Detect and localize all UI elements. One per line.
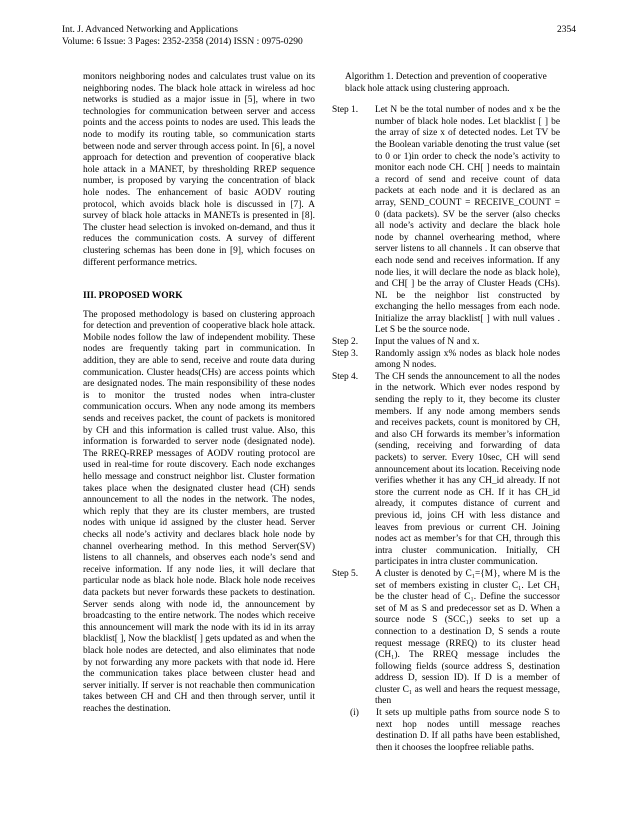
step-text: The CH sends the announcement to all the nodes in the network. Which ever nodes respond by sending the reply to it, they become its cluster members. If any node among members sends and receives packets, count is monitored by CH, and also CH forwards its member’s information (sending, receiving and forwarding of data packets) to server. Every 10sec, CH will send announcement about its location. Receiving node verifies whether it has any CH_id already. If not store the current node as CH. If it has CH_id already, it computes distance of current and previous id, joins CH with less distance and leaves from previous or current CH. Joining nodes act as member’s for that CH, through this intra cluster communication. Initially, CH participates in intra cluster communication. [375, 371, 560, 568]
step-text: Input the values of N and x. [375, 337, 480, 348]
section-paragraph: The proposed methodology is based on clustering approach for detection and prevention of cooperative black hole attack. Mobile nodes follow the law of independent mobility. These nodes are frequently taking part in communication. In addition, they are able to send, receive and route data during communication. Cluster heads(CHs) are access points which are designated nodes. The main responsibility of these nodes is to monitor the trusted nodes when intra-cluster communication occurs. When any node among its members sends and receives packet, the count of packets is monitored by CH and this information is called trust value. Also, this information is forwarded to server node (designated node). The RREQ-RREP messages of AODV routing protocol are used in real-time for route discovery. Each node exchanges hello message and construct neighbor list. Cluster formation takes place when the designated cluster head (CH) sends announcement to all the nodes in the network. The nodes, which reply that they are its cluster members, are trusted nodes with unique id assigned by the cluster head. Server checks all node’s activity and declares black hole node by channel overhearing method. In this method Server(SV) listens to all channels, and observes each node’s send and receive information. If any node lies, it will declare that particular node as black hole node. Black hole node receives data packets but never forwards these packets to destination. Server sends along with node id, the announcement by broadcasting to the entire network. The nodes which receive this announcement will mark the node with its id in its array blacklist[ ], Now the blacklist[ ] gets updated as and when the black hole nodes are detected, and also eliminates that node by not forwarding any more packets with that node id. Here the communication takes place between cluster head and server initially. If server is not reachable then communication takes between CH and CH and then through server, until it reaches the destination. [83, 309, 315, 714]
journal-name: Int. J. Advanced Networking and Applications [62, 25, 238, 35]
step-text: A cluster is denoted by C₁={M}, where M is the set of members existing in cluster C₁. Let CH₁ be the cluster head of C₁. Define the successor set of M as S and predecessor set as D. When a source node S (SCC₁) seeks to set up a connection to a destination D, S sends a route request message (RREQ) to its cluster head (CH₁). The RREQ message includes the following fields (source address S, destination address D, session ID). If D is a member of cluster C₁ as well and hears the request message, then [375, 568, 560, 707]
step-label: Step 1. [332, 105, 359, 116]
algorithm-step [332, 349, 560, 372]
substep-text: It sets up multiple paths from source node S to next hop nodes untill message reaches destination D. If all paths have been established, then it chooses the loopfree reliable paths. [376, 708, 560, 753]
step-label: Step 3. [332, 348, 359, 359]
left-column [83, 72, 315, 715]
section-heading: III. PROPOSED WORK [83, 291, 183, 302]
step-label: Step 2. [332, 337, 359, 348]
volume-info: Volume: 6 Issue: 3 Pages: 2352-2358 (2014) ISSN : 0975-0290 [62, 37, 303, 47]
algorithm-step [332, 372, 560, 569]
step-label: Step 4. [332, 371, 359, 382]
algorithm-step [332, 569, 560, 708]
right-column [332, 72, 560, 754]
algorithm-title: Algorithm 1. Detection and prevention of cooperative black hole attack using clustering approach. [345, 72, 547, 94]
substep-label: (i) [350, 708, 359, 719]
algorithm-step [332, 337, 560, 349]
page-number: 2354 [557, 25, 576, 35]
intro-paragraph: monitors neighboring nodes and calculates trust value on its neighboring nodes. The black hole attack in wireless ad hoc networks is studied as a major issue in [5], where in two technologies for communication between server and access points and the access points to nodes are used. This leads the node to modify its routing table, so communication starts between node and server through access point. In [6], a novel approach for detection and prevention of cooperative black hole attack in a MANET, by thresholding RREP sequence number, is proposed by varying the concentration of black hole nodes. The enhancement of basic AODV routing protocol, which avoids black hole is discussed in [7]. A survey of black hole attacks in MANETs is presented in [8]. The cluster head selection is invoked on-demand, and thus it reduces the communication costs. A survey of different clustering schemas has been done in [9], which focuses on different performance metrics. [83, 72, 315, 268]
algorithm-step [332, 105, 560, 337]
algorithm-substep [350, 708, 560, 754]
step-text: Randomly assign x% nodes as black hole nodes among N nodes. [375, 348, 560, 371]
page-header [62, 24, 576, 48]
step-text: Let N be the total number of nodes and x be the number of black hole nodes. Let blacklist [ ] be the array of size x of detected nodes. Let TV be the Boolean variable denoting the trust value (set to 0 or 1)in order to check the node’s activity to monitor each node CH. CH[ ] needs to maintain a record of send and receive count of data packets at each node and it is declared as an array, SEND_COUNT = RECEIVE_COUNT = 0 (data packets). SV be the server (also checks all node’s activity and declare the black hole node by channel overhearing method, where server listens to all channels . It can observe that each node send and receives information. If any node lies, it will declare the node as black hole), and CH[ ] be the array of Cluster Heads (CHs). NL be the neighbor list constructed by exchanging the hello messages from each node. Initialize the array blacklist[ ] with null values . Let S be the source node. [375, 105, 560, 336]
step-label: Step 5. [332, 568, 359, 579]
